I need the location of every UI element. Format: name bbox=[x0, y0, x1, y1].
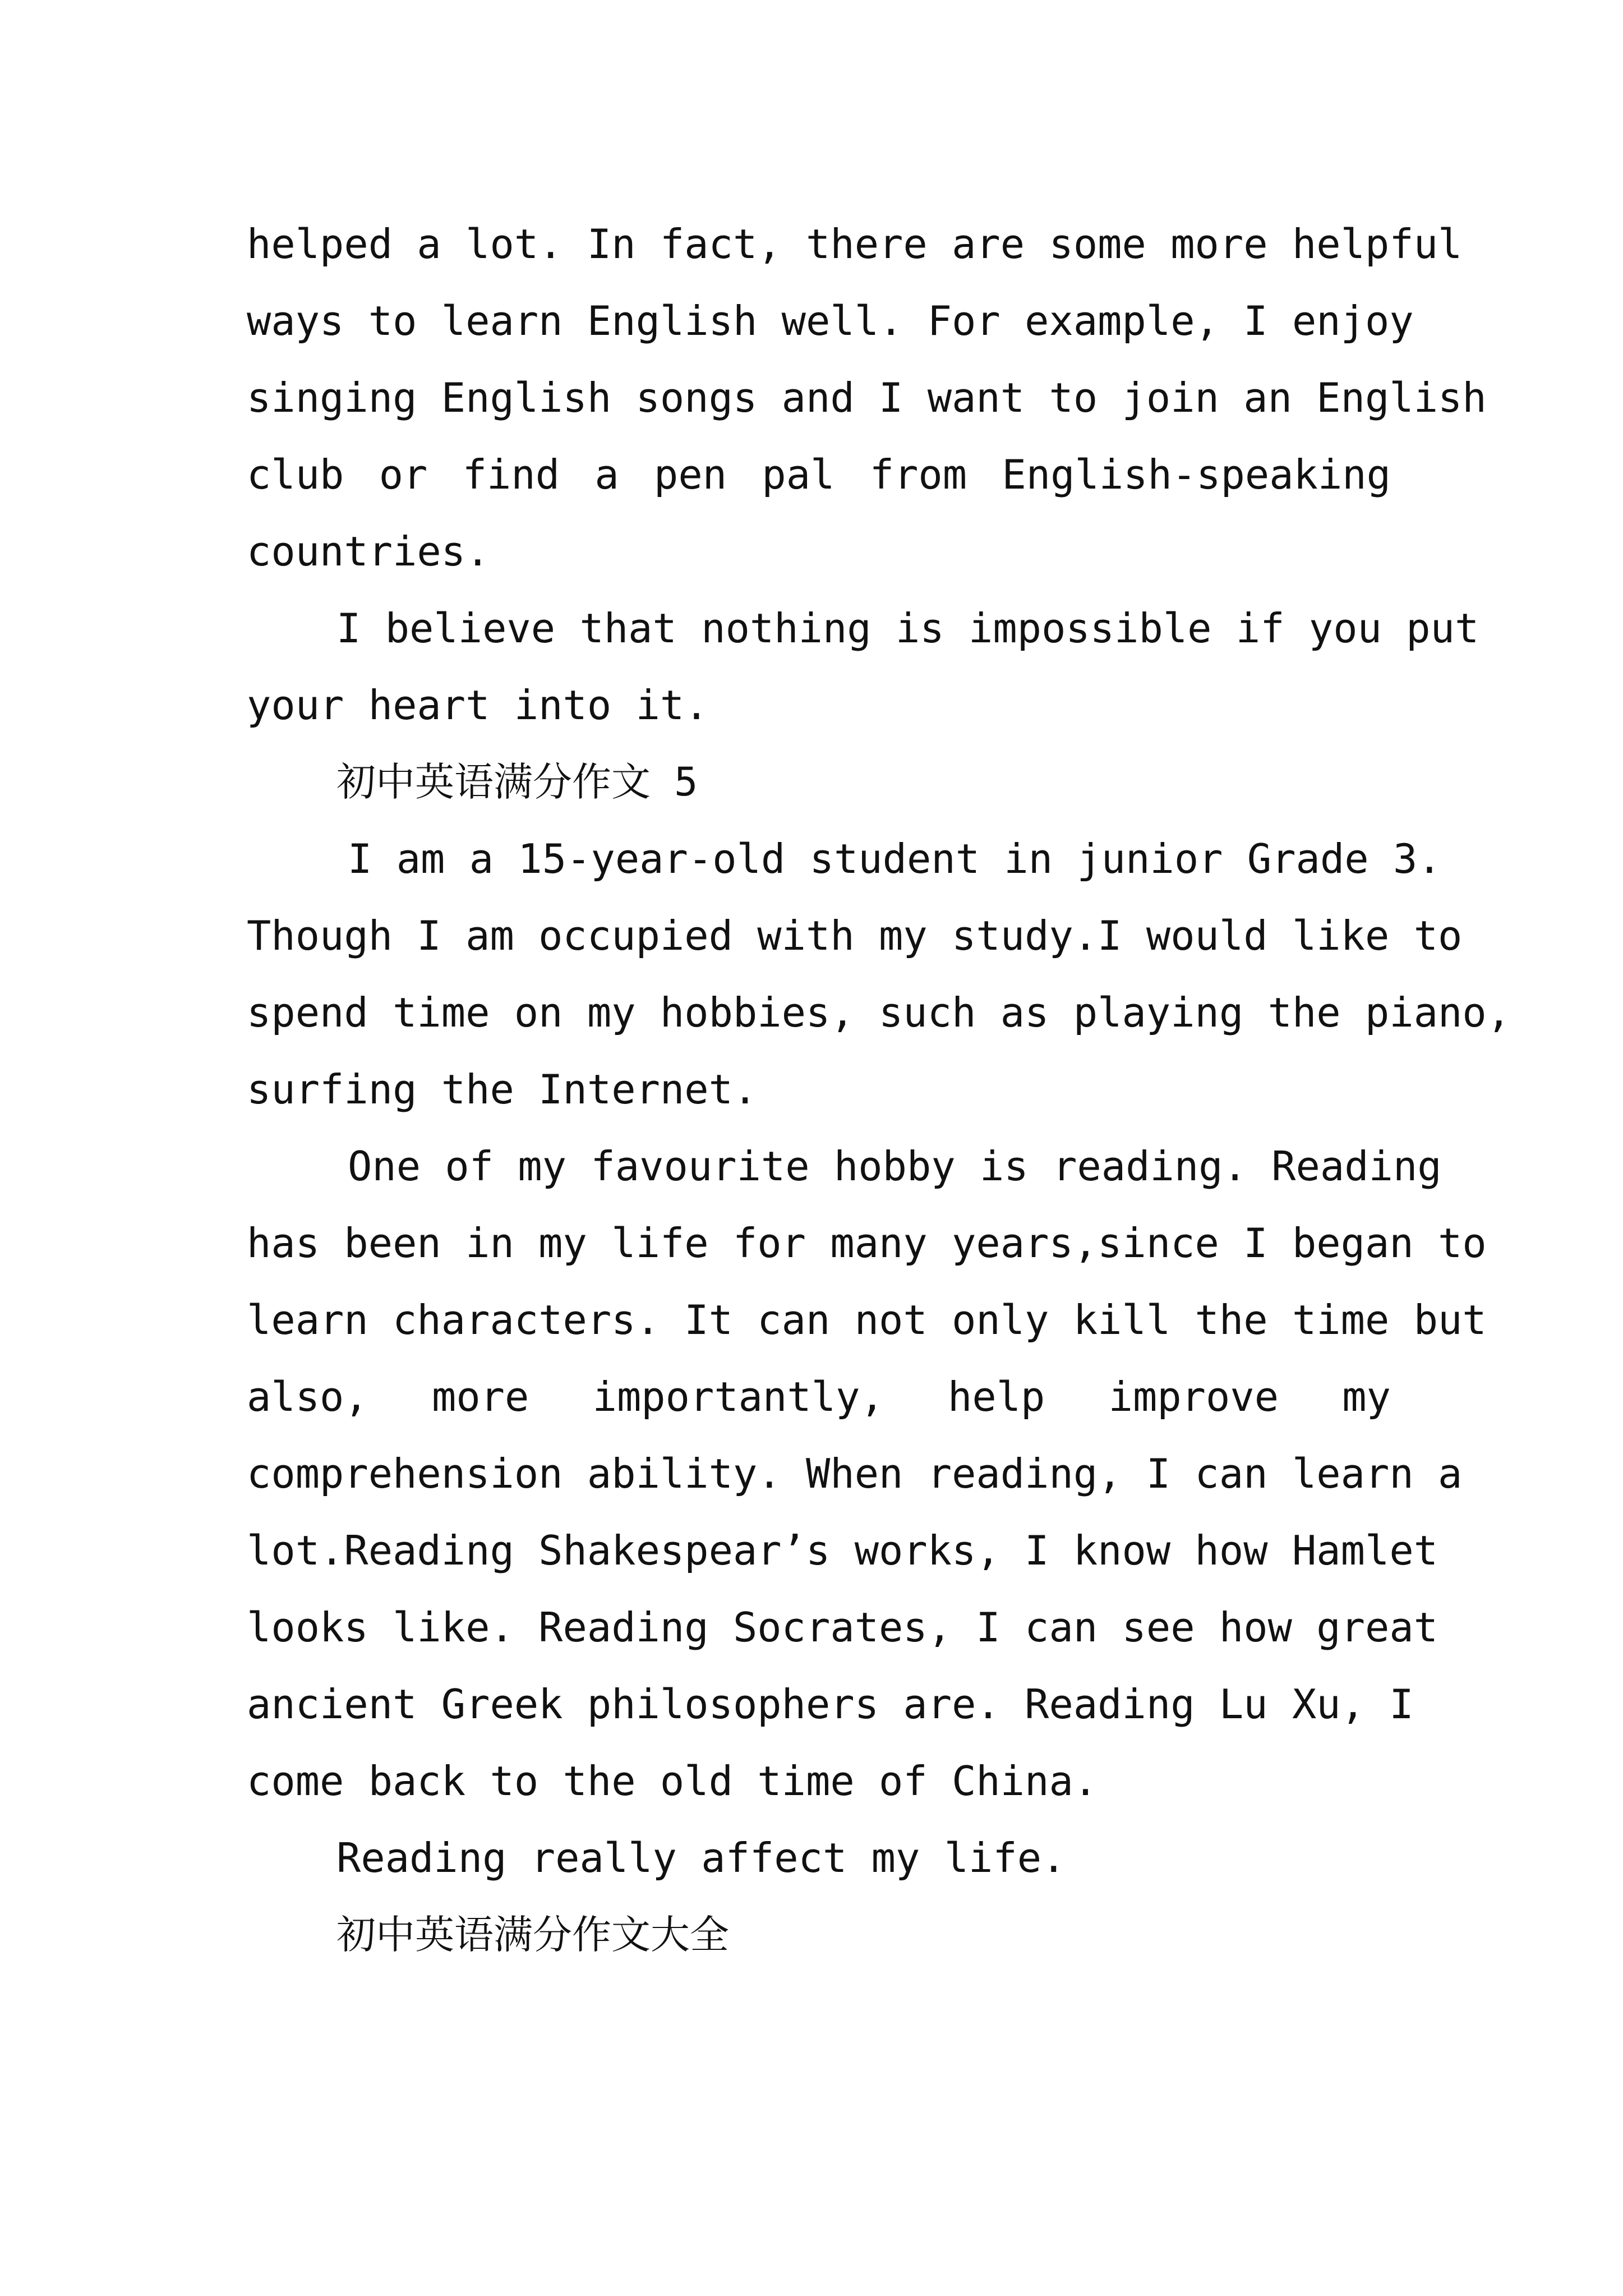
text-line: ancient Greek philosophers are. Reading Lu Xu, I bbox=[247, 1681, 1414, 1728]
text-line: learn characters. It can not only kill the time but bbox=[247, 1296, 1487, 1343]
text-line: spend time on my hobbies, such as playing the piano, bbox=[247, 989, 1511, 1036]
text-line: countries. bbox=[247, 528, 490, 575]
text-line: comprehension ability. When reading, I can learn a bbox=[247, 1450, 1463, 1497]
text-line: Though I am occupied with my study.I would like to bbox=[247, 912, 1463, 959]
section-heading: 初中英语满分作文 5 bbox=[336, 759, 698, 805]
text-line: helped a lot. In fact, there are some more helpful bbox=[247, 220, 1463, 268]
text-line: has been in my life for many years,since I began to bbox=[247, 1220, 1487, 1267]
text-line: singing English songs and I want to join an English bbox=[247, 374, 1487, 421]
section-heading: 初中英语满分作文大全 bbox=[336, 1912, 729, 1958]
text-line: I believe that nothing is impossible if you put bbox=[336, 605, 1479, 652]
text-line: come back to the old time of China. bbox=[247, 1757, 1098, 1805]
text-line: looks like. Reading Socrates, I can see how great bbox=[247, 1604, 1438, 1651]
text-line: your heart into it. bbox=[247, 682, 709, 729]
text-line: ways to learn English well. For example, I enjoy bbox=[247, 297, 1414, 344]
text-line: lot.Reading Shakespear’s works, I know how Hamlet bbox=[247, 1527, 1438, 1574]
text-line: One of my favourite hobby is reading. Reading bbox=[348, 1143, 1442, 1190]
text-line: I am a 15-year-old student in junior Grade 3. bbox=[348, 835, 1442, 882]
text-line: club or find a pen pal from English-speaking bbox=[247, 451, 1391, 498]
text-line: Reading really affect my life. bbox=[336, 1834, 1066, 1881]
text-line: also, more importantly, help improve my bbox=[247, 1373, 1391, 1420]
text-line: surfing the Internet. bbox=[247, 1066, 758, 1113]
